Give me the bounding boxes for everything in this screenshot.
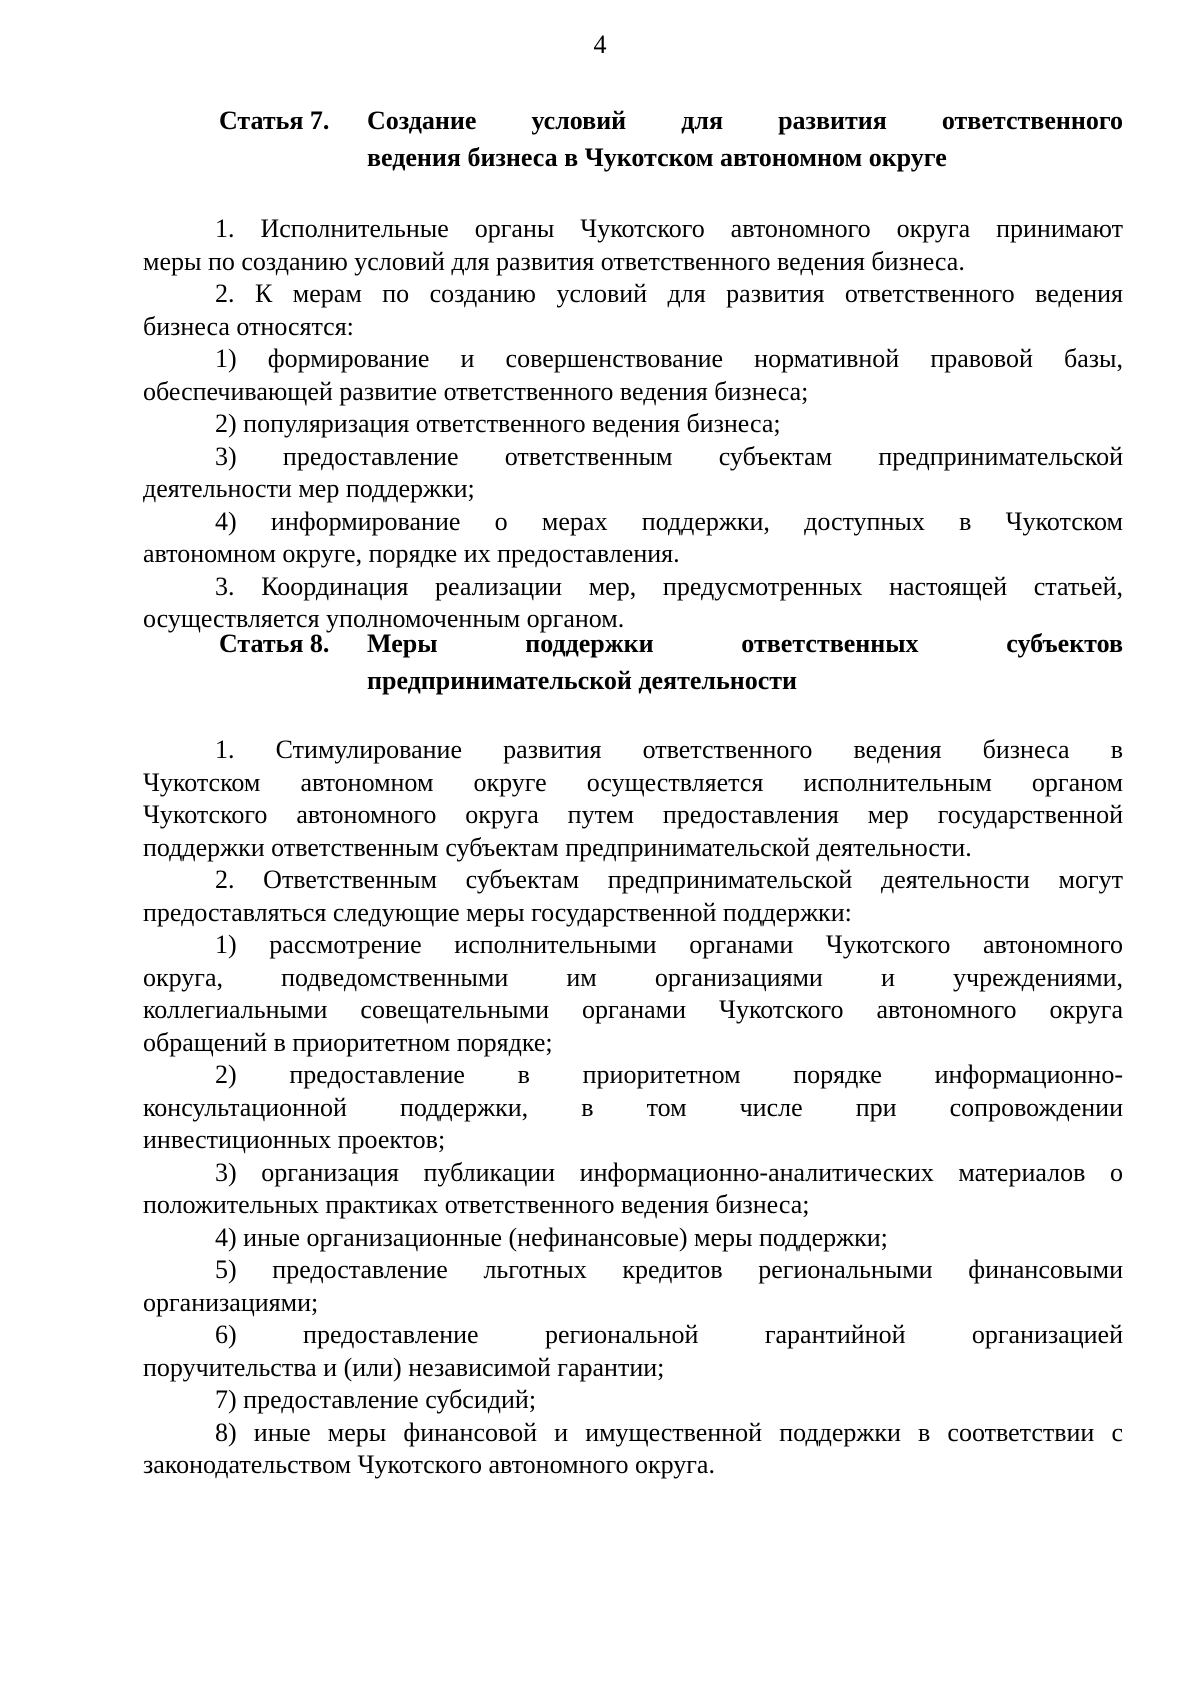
- article-number: Статья 7.: [219, 106, 330, 135]
- paragraph: [143, 1059, 1123, 1157]
- paragraph-line: поручительства и (или) независимой гарантии;: [143, 1352, 665, 1382]
- paragraph-line: 3) организация публикации информационно-аналитических материалов о: [215, 1157, 1123, 1187]
- paragraph-line: консультационной поддержки, в том числе при сопровождении: [143, 1092, 1123, 1122]
- paragraph-line: поддержки ответственным субъектам предпринимательской деятельности.: [143, 832, 972, 862]
- article-heading: [143, 102, 1123, 176]
- paragraph-line: бизнеса относятся:: [143, 311, 354, 341]
- paragraph-line: инвестиционных проектов;: [143, 1125, 446, 1154]
- article-7-body: [143, 213, 1123, 636]
- paragraph-line: 5) предоставление льготных кредитов региональными финансовыми: [215, 1255, 1123, 1284]
- paragraph-line: 2) популяризация ответственного ведения бизнеса;: [215, 409, 781, 438]
- article-8-heading: [143, 625, 1123, 699]
- paragraph: [143, 441, 1123, 506]
- paragraph-line: Чукотском автономном округе осуществляется исполнительным органом: [143, 767, 1123, 797]
- paragraph-line: 8) иные меры финансовой и имущественной поддержки в соответствии с: [215, 1417, 1123, 1447]
- paragraph: [143, 929, 1123, 1059]
- article-title-line: Меры поддержки ответственных субъектов: [367, 629, 1123, 658]
- paragraph-line: осуществляется уполномоченным органом.: [143, 604, 625, 633]
- paragraph-line: 3. Координация реализации мер, предусмотренных настоящей статьей,: [215, 571, 1123, 601]
- paragraph: [143, 343, 1123, 408]
- article-title-line: Создание условий для развития ответственного: [367, 106, 1123, 135]
- paragraph-line: коллегиальными совещательными органами Чукотского автономного округа: [143, 995, 1123, 1024]
- article-8-body: [143, 734, 1123, 1482]
- paragraph-line: организациями;: [143, 1287, 319, 1317]
- paragraph-line: автономном округе, порядке их предоставления.: [143, 539, 680, 568]
- paragraph-line: 1) рассмотрение исполнительными органами Чукотского автономного: [215, 930, 1123, 959]
- paragraph: [143, 1254, 1123, 1319]
- paragraph-line: 3) предоставление ответственным субъектам предпринимательской: [215, 441, 1123, 471]
- paragraph: [143, 408, 1123, 441]
- paragraph-line: деятельности мер поддержки;: [143, 474, 475, 503]
- paragraph-line: обращений в приоритетном порядке;: [143, 1027, 553, 1057]
- paragraph: [143, 864, 1123, 929]
- paragraph-line: 4) иные организационные (нефинансовые) меры поддержки;: [215, 1222, 888, 1252]
- paragraph-line: 2. Ответственным субъектам предпринимательской деятельности могут: [215, 865, 1123, 894]
- paragraph-line: 2) предоставление в приоритетном порядке информационно-: [215, 1060, 1123, 1089]
- article-7-heading: [143, 102, 1123, 176]
- page-number: 4: [593, 30, 607, 59]
- paragraph-line: меры по созданию условий для развития ответственного ведения бизнеса.: [143, 246, 965, 276]
- paragraph-line: округа, подведомственными им организациями и учреждениями,: [143, 962, 1123, 992]
- paragraph: [143, 1319, 1123, 1384]
- article-heading: [143, 625, 1123, 699]
- article-title-line: ведения бизнеса в Чукотском автономном округе: [367, 143, 947, 172]
- paragraph-line: 7) предоставление субсидий;: [215, 1385, 537, 1414]
- paragraph-line: положительных практиках ответственного ведения бизнеса;: [143, 1190, 810, 1219]
- paragraph-line: 1. Стимулирование развития ответственного ведения бизнеса в: [215, 735, 1123, 764]
- paragraph-line: 2. К мерам по созданию условий для развития ответственного ведения: [215, 279, 1123, 308]
- paragraph: [143, 1222, 1123, 1255]
- paragraph-line: 1. Исполнительные органы Чукотского автономного округа принимают: [215, 214, 1123, 243]
- article-number: Статья 8.: [219, 629, 330, 658]
- paragraph-line: предоставляться следующие меры государственной поддержки:: [143, 897, 852, 927]
- paragraph: [143, 734, 1123, 864]
- paragraph: [143, 1157, 1123, 1222]
- article-title-line: предпринимательской деятельности: [367, 666, 798, 695]
- article-title: [367, 625, 1123, 699]
- paragraph: [143, 1384, 1123, 1417]
- paragraph-line: 4) информирование о мерах поддержки, доступных в Чукотском: [215, 506, 1123, 536]
- paragraph-line: Чукотского автономного округа путем предоставления мер государственной: [143, 800, 1123, 829]
- paragraph-line: 1) формирование и совершенствование нормативной правовой базы,: [215, 344, 1123, 373]
- paragraph-line: 6) предоставление региональной гарантийной организацией: [215, 1320, 1123, 1349]
- article-title: [367, 102, 1123, 176]
- paragraph-line: обеспечивающей развитие ответственного ведения бизнеса;: [143, 376, 809, 406]
- paragraph: [143, 278, 1123, 343]
- paragraph: [143, 506, 1123, 571]
- paragraph: [143, 213, 1123, 278]
- paragraph-line: законодательством Чукотского автономного округа.: [143, 1450, 715, 1479]
- paragraph: [143, 1417, 1123, 1482]
